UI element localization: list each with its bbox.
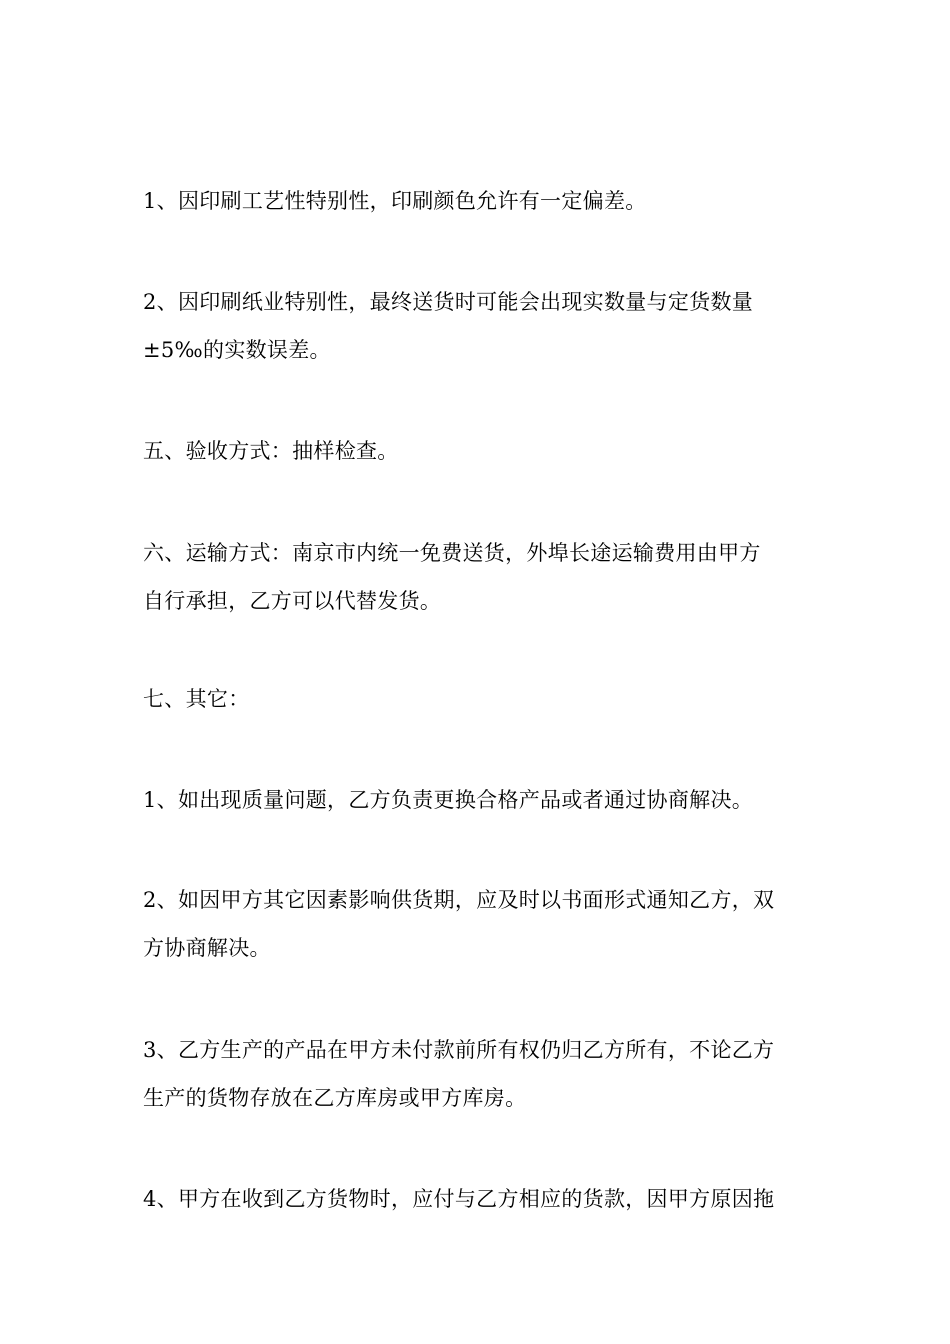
clause-quality-issue bbox=[143, 776, 813, 824]
section-other-heading bbox=[143, 675, 813, 723]
section-transport-method bbox=[143, 529, 813, 625]
paragraph-line: 五、验收方式：抽样检查。 bbox=[143, 439, 399, 463]
paragraph-line: 生产的货物存放在乙方库房或甲方库房。 bbox=[143, 1086, 527, 1110]
paragraph-line: 2、因印刷纸业特别性，最终送货时可能会出现实数量与定货数量 bbox=[143, 290, 754, 314]
paragraph-line: ±5‰的实数误差。 bbox=[143, 338, 331, 362]
paragraph-line: 1、因印刷工艺性特别性，印刷颜色允许有一定偏差。 bbox=[143, 189, 647, 213]
paragraph-line: 4、甲方在收到乙方货物时，应付与乙方相应的货款，因甲方原因拖 bbox=[143, 1187, 775, 1211]
clause-payment bbox=[143, 1175, 813, 1223]
clause-quantity-deviation bbox=[143, 278, 813, 374]
section-acceptance-method bbox=[143, 427, 813, 475]
paragraph-line: 2、如因甲方其它因素影响供货期，应及时以书面形式通知乙方，双 bbox=[143, 888, 775, 912]
paragraph-line: 方协商解决。 bbox=[143, 936, 271, 960]
clause-color-deviation bbox=[143, 177, 813, 225]
paragraph-line: 七、其它： bbox=[143, 687, 250, 711]
clause-ownership bbox=[143, 1026, 813, 1122]
paragraph-line: 自行承担，乙方可以代替发货。 bbox=[143, 589, 442, 613]
clause-supply-delay bbox=[143, 876, 813, 972]
paragraph-line: 1、如出现质量问题，乙方负责更换合格产品或者通过协商解决。 bbox=[143, 788, 754, 812]
paragraph-line: 六、运输方式：南京市内统一免费送货，外埠长途运输费用由甲方 bbox=[143, 541, 761, 565]
paragraph-line: 3、乙方生产的产品在甲方未付款前所有权仍归乙方所有，不论乙方 bbox=[143, 1038, 775, 1062]
